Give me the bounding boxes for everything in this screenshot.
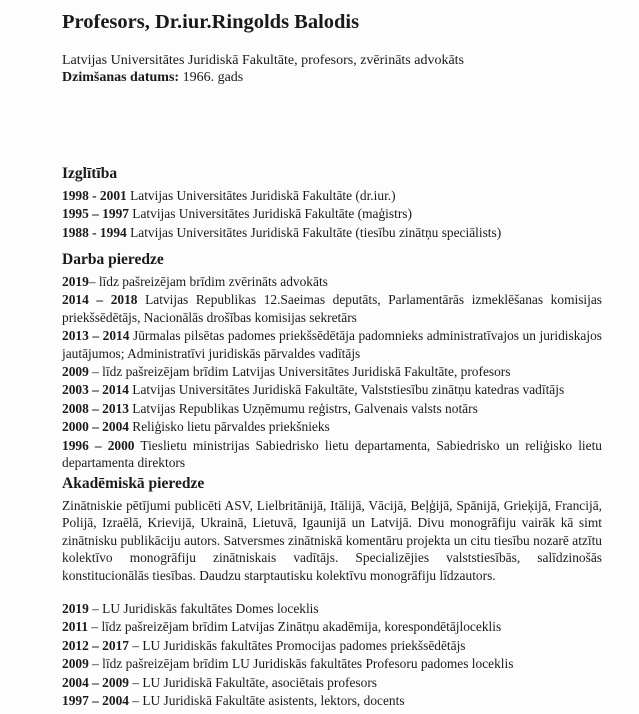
- work-years: 2009: [62, 364, 89, 380]
- education-years: 1995 – 1997: [62, 206, 129, 222]
- academic-years: 2011: [62, 619, 89, 635]
- work-years: 2019: [62, 274, 89, 289]
- work-section: [62, 250, 602, 472]
- academic-item: [62, 692, 602, 709]
- academic-heading: Akadēmiskā pieredze: [62, 475, 205, 492]
- education-text: Latvijas Universitātes Juridiskā Fakultāte (dr.iur.): [126, 188, 396, 203]
- education-text: Latvijas Universitātes Juridiskā Fakultāte (tiesību zinātņu speciālists): [126, 224, 502, 240]
- education-heading: Izglītība: [62, 165, 118, 182]
- work-heading: Darba pieredze: [62, 251, 164, 268]
- work-text: Latvijas Universitātes Juridiskā Fakultāte, Valststiesību zinātņu katedras vadītājs: [128, 382, 565, 398]
- academic-years: 2009: [62, 656, 89, 672]
- education-item: [62, 224, 602, 241]
- academic-years: 2012 – 2017: [62, 637, 129, 653]
- work-item: [62, 327, 602, 362]
- education-item: [62, 187, 602, 204]
- academic-years: 2019: [62, 601, 89, 616]
- academic-years: 2004 – 2009: [62, 674, 129, 690]
- academic-item: [62, 600, 602, 617]
- work-item: [62, 418, 602, 435]
- work-text: Latvijas Republikas 12.Saeimas deputāts, Parlamentārās izmeklēšanas komisijas priekšsēdētājs, Nacionālās drošības komisijas sekretārs: [62, 292, 603, 325]
- education-years: 1998 - 2001: [62, 188, 127, 203]
- work-years: 2013 – 2014: [62, 328, 130, 344]
- affiliation-line: Latvijas Universitātes Juridiskā Fakultāte, profesors, zvērināts advokāts: [62, 53, 465, 68]
- work-years: 2014 – 2018: [62, 292, 138, 308]
- academic-text: – LU Juridiskās fakultātes Domes loceklis: [88, 601, 319, 616]
- education-years: 1988 - 1994: [62, 224, 127, 240]
- work-text: Reliģisko lietu pārvaldes priekšnieks: [128, 419, 330, 435]
- work-text: Jūrmalas pilsētas padomes priekšsēdētāja padomnieks administratīvajos un juridiskajos jautājumos; Administratīvi juridiskās pārvaldes vadītājs: [62, 328, 603, 361]
- work-item: [62, 381, 602, 398]
- work-item: [62, 291, 602, 326]
- page-title: Profesors, Dr.iur.Ringolds Balodis: [62, 11, 360, 33]
- academic-item: [62, 637, 602, 654]
- academic-positions: [62, 600, 602, 710]
- academic-item: [62, 655, 602, 672]
- academic-text: – līdz pašreizējam brīdim Latvijas Zinātņu akadēmija, korespondētājloceklis: [88, 619, 502, 635]
- academic-section: [62, 474, 602, 584]
- academic-text: – LU Juridiskās fakultātes Promocijas padomes priekšsēdētājs: [128, 637, 466, 653]
- academic-text: – LU Juridiskā Fakultāte asistents, lektors, docents: [128, 693, 405, 709]
- work-text: Latvijas Republikas Uzņēmumu reģistrs, Galvenais valsts notārs: [128, 400, 478, 416]
- education-text: Latvijas Universitātes Juridiskā Fakultāte (maģistrs): [128, 206, 412, 222]
- education-item: [62, 205, 602, 222]
- academic-years: 1997 – 2004: [62, 693, 129, 709]
- birth-value: 1966. gads: [179, 70, 244, 85]
- academic-item: [62, 618, 602, 635]
- academic-item: [62, 674, 602, 691]
- work-years: 2008 – 2013: [62, 400, 129, 416]
- birth-label: Dzimšanas datums:: [62, 70, 180, 85]
- education-section: [62, 164, 602, 242]
- work-text: – līdz pašreizējam brīdim zvērināts advokāts: [88, 274, 328, 289]
- work-years: 2000 – 2004: [62, 419, 129, 435]
- work-item: [62, 273, 602, 290]
- academic-text: – līdz pašreizējam brīdim LU Juridiskās fakultātes Profesoru padomes loceklis: [88, 656, 514, 672]
- work-item: [62, 437, 602, 472]
- work-item: [62, 400, 602, 417]
- work-text: Tieslietu ministrijas Sabiedrisko lietu departamenta, Sabiedrisko un reliģisko lietu departamenta direktors: [62, 437, 603, 471]
- work-years: 1996 – 2000: [62, 437, 135, 453]
- work-item: [62, 363, 602, 380]
- academic-paragraph: Zinātniskie pētījumi publicēti ASV, Lielbritānijā, Itālijā, Vācijā, Beļģijā, Spānijā, Grieķijā, Francijā, Polijā, Izraēlā, Krievijā, Ukrainā, Lietuvā, Igaunijā un Latvijā. Divu monogrāfiju vairāk kā simt zinātnisku publikāciju autors. Satversmes zinātniskā komentāru projekta un citu tiesību nozarē atzītu kolektīvo monogrāfiju zinātniskais vadītājs. Specializējies valststiesībās, salīdzinošās konstitucionālās tiesības. Daudzu starptautisku kolektīvu monogrāfiju līdzautors.: [62, 498, 602, 583]
- profile-meta: [62, 52, 464, 86]
- work-text: – līdz pašreizējam brīdim Latvijas Universitātes Juridiskā Fakultāte, profesors: [88, 364, 511, 380]
- birth-line: [62, 69, 464, 86]
- work-years: 2003 – 2014: [62, 382, 129, 398]
- academic-text: – LU Juridiskā Fakultāte, asociētais profesors: [128, 674, 377, 690]
